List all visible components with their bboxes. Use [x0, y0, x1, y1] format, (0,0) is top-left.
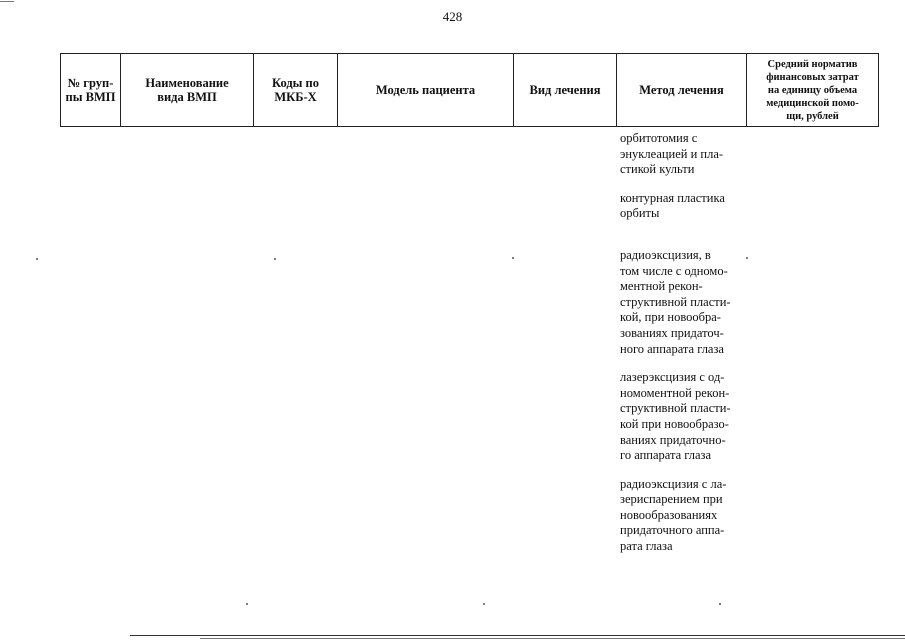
method-item: лазерэксцизия с од- номоментной рекон- структивной пласти- кой при новообразо- ваниях придаточно- го аппарата глаза [620, 370, 731, 463]
col-treatment-method: Метод лечения [617, 54, 747, 127]
col-treatment-type: Вид лечения [514, 54, 617, 127]
scan-dot [719, 603, 721, 605]
method-item: орбитотомия с энуклеацией и пла- стикой культи [620, 131, 724, 177]
scan-dot [483, 603, 485, 605]
scan-dot [274, 258, 276, 260]
method-item: контурная пластика орбиты [620, 190, 725, 221]
top-left-mark [0, 1, 14, 2]
table-header [60, 53, 879, 127]
page-number: 428 [442, 9, 463, 24]
scan-dot [36, 258, 38, 260]
treatment-methods-column [620, 131, 750, 555]
col-patient-model: Модель пациента [338, 54, 514, 127]
scan-dot [746, 257, 748, 259]
header-row [61, 54, 879, 127]
bottom-rule [200, 638, 905, 639]
scan-dot [246, 603, 248, 605]
method-item: радиоэксцизия с ла- зериспарением при новообразованиях придаточного аппа- рата глаза [620, 476, 727, 554]
scan-dot [512, 257, 514, 259]
col-average-cost: Средний норматив финансовых затрат на единицу объема медицинской помо- щи, рублей [747, 54, 879, 127]
col-vmp-name: Наименование вида ВМП [121, 54, 254, 127]
method-item: радиоэксцизия, в том числе с одномо- ментной рекон- структивной пласти- кой, при новообра- зованиях придаточ- ного аппарата глаза [620, 247, 731, 356]
col-icd-codes: Коды по МКБ-Х [254, 54, 338, 127]
bottom-rule [130, 635, 905, 636]
col-group-number: № груп- пы ВМП [61, 54, 121, 127]
